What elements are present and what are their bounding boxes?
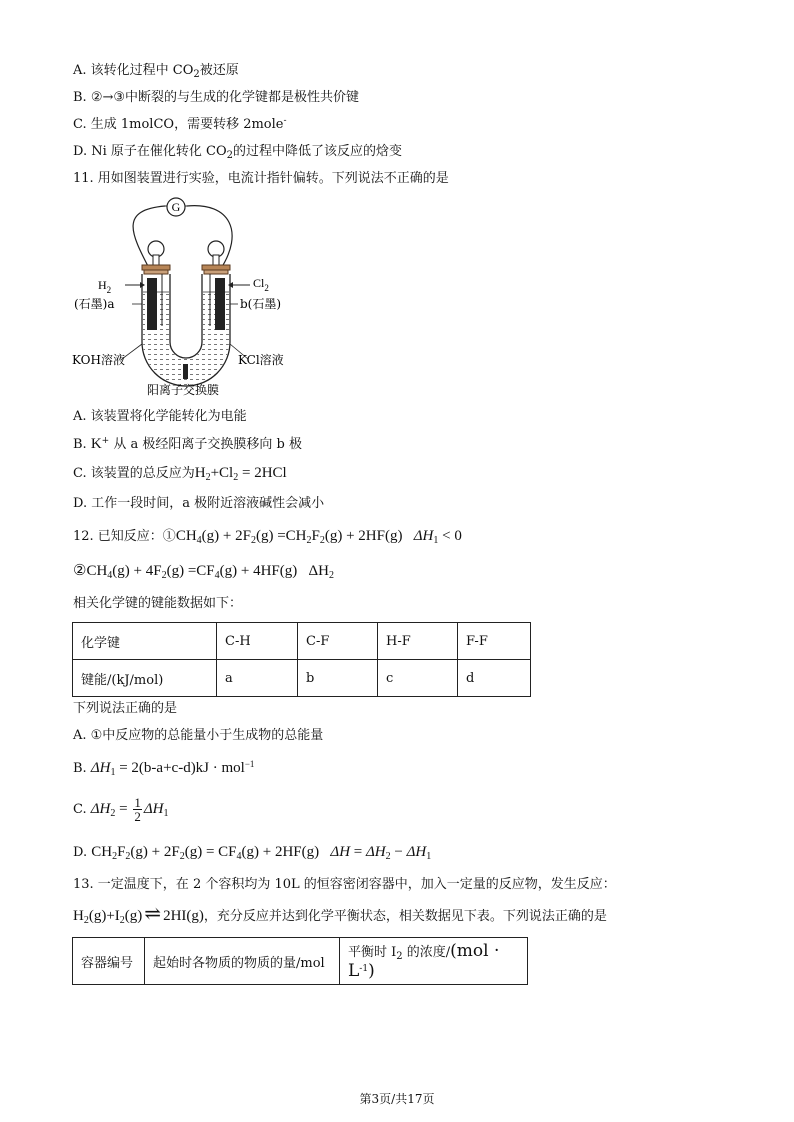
cl2-label: $Cl_2$ xyxy=(253,276,269,293)
right-graphite-electrode xyxy=(215,278,225,330)
right-solution-label: KCl溶液 xyxy=(238,353,284,367)
q12-stem-text: 12. 已知反应：① xyxy=(73,529,176,544)
q10-option-c xyxy=(73,116,287,134)
table-cell: 化学键 xyxy=(73,623,217,660)
q10-option-b: B. ②→③中断裂的与生成的化学键都是极性共价键 xyxy=(73,90,360,105)
q13-equilibrium: $H_2(g)+I_2(g)$ ⇌ 2HI(g) xyxy=(73,903,204,926)
table-cell: C-H xyxy=(217,623,298,660)
q11-c-text: C. 该装置的总反应为 xyxy=(73,466,195,481)
q12-question: 下列说法正确的是 xyxy=(73,701,178,716)
q10-option-a xyxy=(73,62,239,80)
q11-option-c xyxy=(73,464,287,483)
q10-a-text: A. 该转化过程中 CO xyxy=(73,63,194,78)
table-cell: c xyxy=(378,660,458,697)
bond-energy-table xyxy=(72,622,531,697)
q10-option-d xyxy=(73,143,402,161)
q12-d-label: D. xyxy=(73,845,92,860)
right-electrode-label: b(石墨) xyxy=(240,297,282,311)
q12-stem xyxy=(73,527,462,546)
table-cell: 容器编号 xyxy=(73,938,145,985)
fraction-one-half: $\frac{1}{2}$ xyxy=(134,795,141,825)
u-tube-inner xyxy=(170,274,202,358)
left-graphite-electrode xyxy=(147,278,157,330)
table-cell: 平衡时 $I_2$ 的浓度$/(mol \cdot L^{-1})$ xyxy=(340,938,528,985)
reaction-2: $②CH_4(g) + 4F_2(g) =CF_4(g) + 4HF(g)$ $\Delta H_2$ xyxy=(73,563,334,581)
q12-c-expression: $\Delta H_2$ = $\frac{1}{2}$ $\Delta H_1$ xyxy=(90,795,169,825)
q12-option-a: A. ①中反应物的总能量小于生成物的总能量 xyxy=(73,728,324,743)
q12-option-b xyxy=(73,759,254,778)
q13-stem-2 xyxy=(73,905,607,926)
table-row xyxy=(73,938,528,985)
subscript: 2 xyxy=(226,150,234,161)
q12-option-d xyxy=(73,843,431,862)
q11-stem: 11. 用如图装置进行实验，电流计指针偏转。下列说法不正确的是 xyxy=(73,171,449,186)
table-cell: b xyxy=(298,660,378,697)
cation-exchange-membrane xyxy=(183,364,188,379)
q11-b-text: 从 a 极经阳离子交换膜移向 b 极 xyxy=(109,437,302,452)
galvanometer-label: G xyxy=(171,200,181,214)
q10-c-text: C. 生成 1molCO，需要转移 2mole xyxy=(73,117,284,132)
q12-d-reaction: $CH_2F_2(g) + 2F_2(g) = CF_4(g) + 2HF(g)$ $\Delta H = \Delta H_2 - \Delta H_1$ xyxy=(91,844,432,862)
superscript: + xyxy=(101,436,110,446)
q13-stem-2-text: ，充分反应并达到化学平衡状态，相关数据见下表。下列说法正确的是 xyxy=(203,909,607,924)
q11-c-equation: $H_2+Cl_2 = 2HCl$ xyxy=(194,465,287,483)
electrochemical-cell-diagram xyxy=(70,192,310,400)
table-cell: a xyxy=(217,660,298,697)
superscript: - xyxy=(283,116,287,126)
q11-b-label: B. xyxy=(73,437,91,452)
q12-table-intro: 相关化学键的键能数据如下： xyxy=(73,596,243,611)
equilibrium-arrow: ⇌ xyxy=(144,903,162,925)
table-cell: C-F xyxy=(298,623,378,660)
table-cell: 键能/(kJ/mol) xyxy=(73,660,217,697)
q12-c-label: C. xyxy=(73,802,91,817)
left-solution-label: KOH溶液 xyxy=(72,353,125,367)
q10-d-text-end: 的过程中降低了该反应的焓变 xyxy=(233,144,403,159)
q12-reaction-2 xyxy=(73,562,334,581)
left-electrode-label: (石墨)a xyxy=(74,297,115,311)
table-row xyxy=(73,660,531,697)
q11-option-d: D. 工作一段时间，a 极附近溶液碱性会减小 xyxy=(73,496,325,511)
reaction-1: $CH_4(g) + 2F_2(g) =CH_2F_2(g) + 2HF(g)$ $\Delta H_1 < 0$ xyxy=(175,528,462,546)
membrane-label: 阳离子交换膜 xyxy=(147,383,220,397)
potassium-ion: K xyxy=(90,436,102,452)
table-row xyxy=(73,623,531,660)
subscript: 2 xyxy=(193,69,200,80)
table-cell: F-F xyxy=(458,623,531,660)
table-cell: H-F xyxy=(378,623,458,660)
right-stopper xyxy=(202,265,230,270)
left-wire xyxy=(133,206,165,270)
left-stopper xyxy=(142,265,170,270)
q10-a-text-end: 被还原 xyxy=(199,63,239,78)
q12-option-c xyxy=(73,794,169,825)
h2-label: $H_2$ xyxy=(98,278,112,295)
q11-option-b xyxy=(73,435,302,454)
right-wire xyxy=(187,206,232,270)
q12-b-label: B. xyxy=(73,761,91,776)
q13-stem: 13. 一定温度下，在 2 个容积均为 10L 的恒容密闭容器中，加入一定量的反应物，发生反应： xyxy=(73,877,616,892)
table-cell: 起始时各物质的物质的量/mol xyxy=(145,938,340,985)
q12-b-expression: $\Delta H_1 = 2(b-a+c-d)kJ \cdot mol^{-1}$ xyxy=(90,759,255,778)
container-table xyxy=(72,937,528,985)
q11-option-a: A. 该装置将化学能转化为电能 xyxy=(73,409,247,424)
table-cell: d xyxy=(458,660,531,697)
q10-d-text: D. Ni 原子在催化转化 CO xyxy=(73,144,227,159)
page-footer: 第3页/共17页 xyxy=(359,1092,435,1106)
